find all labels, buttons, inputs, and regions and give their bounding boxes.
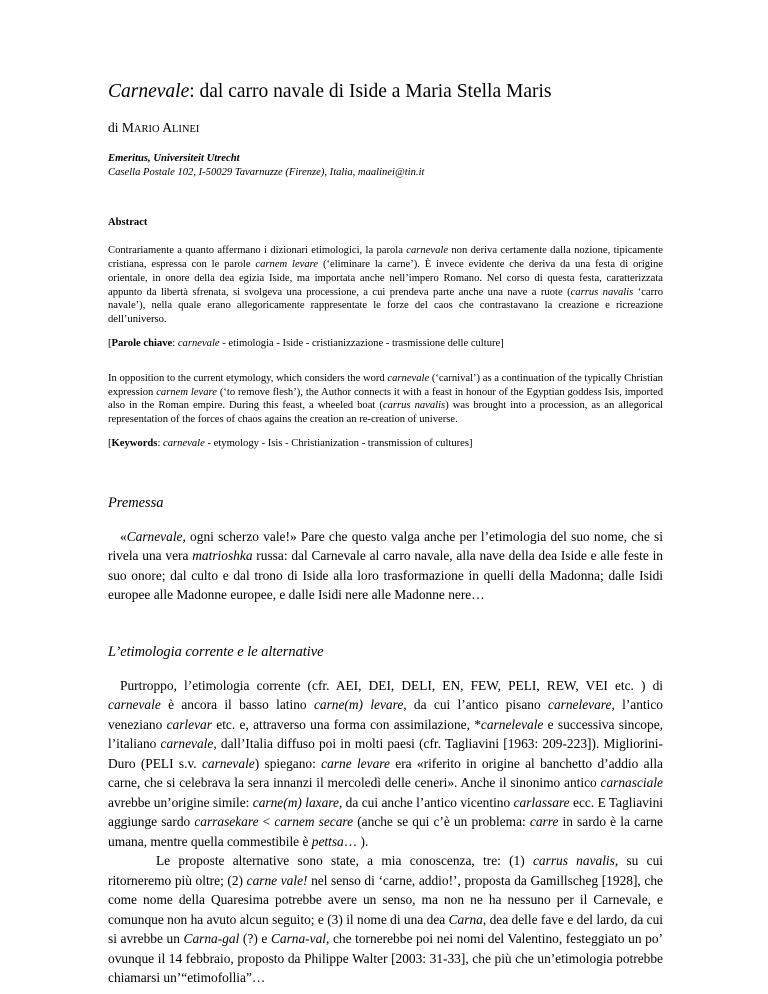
abstract-text: ) was brought into a procession, as an allegorical representation of the forces of chaos agains the creation an re-creation of universe. [108, 400, 663, 426]
title-rest: : dal carro navale di Iside a Maria Stella Maris [189, 81, 552, 102]
body-text: Le proposte alternative sono state, a mia conoscenza, tre: (1) [156, 853, 533, 869]
body-term: pettsa [311, 833, 344, 849]
keywords-label: Keywords [111, 437, 158, 449]
body-text: Purtroppo, l’etimologia corrente (cfr. AEI, DEI, DELI, EN, FEW, PELI, REW, VEI etc. ) di [120, 677, 663, 693]
author-first-rest: ARIO [133, 124, 163, 135]
abstract-text: (‘eliminare la carne’). È invece evidente che deriva da una festa di origine orientale, in onore della dea egizia Iside, ma importata anche nell’impero Romano. Nel corso di questa festa, caratterizzata appunto da libertà sfrenata, si svolgeva una processione, a cui prendeva parte anche una nave a ruote ( [108, 258, 663, 298]
body-text: < [258, 814, 275, 830]
address-text: Casella Postale 102, I-50029 Tavarnuzze (Firenze), Italia, maalinei@tin.it [108, 166, 425, 178]
author-first-cap: M [121, 120, 134, 135]
paper-page [108, 80, 663, 988]
body-term: carnelevale [480, 716, 544, 732]
address [108, 166, 663, 180]
section-heading-premessa: Premessa [108, 494, 164, 511]
affiliation-block [108, 152, 663, 179]
section-heading-etimologia: L’etimologia corrente e le alternative [108, 643, 324, 660]
body-term: carnevale [108, 697, 161, 713]
body-term: Carna-val [270, 931, 326, 947]
body-text: ) spiegano: [254, 755, 322, 771]
body-text: « [120, 528, 127, 544]
body-term: carne(m) levare [313, 697, 404, 713]
colon: : [172, 337, 178, 349]
body-term: carnevale [201, 755, 255, 771]
abstract-heading: Abstract [108, 217, 148, 229]
paper-title [108, 80, 663, 104]
body-term: carrasekare [194, 814, 259, 830]
body-text: (anche se qui c’è un problema: [353, 814, 530, 830]
body-text: , che tornerebbe poi nei nomi del Valentino, festeggiato un po’ ovunque il 14 febbraio, proposto da Philippe Walter [2003: 31-33], che più che un’etimologia potrebbe chiamarsi un’“etimofollia”… [108, 931, 663, 986]
abstract-text: Contrariamente a quanto affermano i dizionari etimologici, la parola [108, 245, 407, 257]
body-text: e successiva sincope, l’italiano [108, 716, 663, 752]
abstract-text: In opposition to the current etymology, which considers the word [108, 372, 388, 384]
body-term: carnelevare [548, 697, 612, 713]
colon: : [157, 437, 164, 449]
keywords-list: - etimologia - Iside - cristianizzazione - trasmissione delle culture] [219, 337, 504, 349]
body-text: russa: dal Carnevale al carro navale, alla nave della dea Iside e alle feste in suo onore; dal culto e dal trono di Iside alla loro trasformazione in quelli della Madonna; dalle Isidi europee alle Madonne europee, e dalle Isidi nere alle Madonne nere… [108, 548, 663, 603]
body-term: carnevale [160, 736, 214, 752]
body-term: carnem secare [274, 814, 354, 830]
body-text: avrebbe un’origine simile: [108, 794, 253, 810]
body-text: , ogni scherzo vale!» Pare che questo valga anche per l’etimologia del suo nome, che si rivela una vera [108, 528, 663, 564]
keywords-english [108, 437, 663, 451]
abstract-italian [108, 244, 663, 327]
body-term: carre [529, 814, 559, 830]
body-term: carlassare [513, 794, 570, 810]
abstract-english [108, 372, 663, 427]
body-term: carrus navalis [532, 853, 615, 869]
body-term: matrioshka [192, 548, 253, 564]
etimologia-paragraph-1 [108, 676, 663, 852]
body-text: , dall’Italia diffuso poi in molti paesi (cfr. Tagliavini [1963: 209-223]). Migliorini-Duro (PELI s.v. [108, 736, 663, 771]
abstract-term: carnem levare [156, 386, 217, 398]
abstract-term: carrus navalis [382, 400, 446, 412]
affiliation-text: Emeritus, Universiteit Utrecht [108, 153, 240, 164]
keyword-term: carnevale [163, 437, 205, 449]
keywords-label: Parole chiave [111, 337, 173, 349]
body-term: carnasciale [600, 775, 663, 791]
body-text: nel senso di ‘carne, addio!’, proposta da Gamillscheg [1928], che come nome della Quaresima potrebbe avere un senso, ma non ne ha nessuno per il Carnevale, e comunque non ha avuto alcun seguito; e (3) il nome di una dea [108, 872, 663, 927]
abstract-text: ‘carro navale’), nella quale erano allegoricamente rappresentate le forze del caos che contrastavano la creazione e ricreazione dell’universo. [108, 286, 663, 326]
body-term: carne vale! [246, 872, 308, 888]
abstract-text: (‘to remove flesh’), the Author connects it with a feast in honour of the Egyptian goddess Isis, imported also in the Roman empire. During this feast, a wheeled boat ( [108, 386, 663, 412]
keywords-list: - etymology - Isis - Christianization - transmission of cultures] [204, 437, 473, 449]
body-text: era «riferito in origine al banchetto d’addio alla carne, che si celebrava la sera innanzi il mercoledì delle ceneri». Anche il sinonimo antico [108, 755, 663, 791]
body-text: , dea delle fave e del lardo, da cui si avrebbe un [108, 911, 663, 947]
body-text: è ancora il basso latino [160, 697, 314, 713]
body-text: in sardo è la carne umana, mentre quella commestibile è [108, 814, 663, 849]
abstract-term: carnem levare [255, 258, 319, 270]
body-text: etc. e, attraverso una forma con assimilazione, * [211, 716, 481, 732]
author-byline [108, 119, 663, 139]
bracket: [ [108, 337, 112, 349]
body-term: Carnevale [126, 528, 183, 544]
body-text: (?) e [239, 931, 271, 947]
author-last-cap: A [162, 120, 172, 135]
affiliation [108, 152, 663, 166]
body-term: Carna [448, 911, 483, 927]
body-term: carlevar [166, 716, 212, 732]
byline-prefix: di [108, 120, 122, 135]
body-text: … ). [343, 833, 369, 849]
keywords-italian [108, 337, 663, 351]
body-term: carne levare [321, 755, 390, 771]
keyword-term: carnevale [177, 337, 220, 349]
premessa-paragraph [108, 527, 663, 605]
body-term: Carna-gal [183, 931, 240, 947]
body-text: ecc. E Tagliavini aggiunge sardo [108, 794, 663, 830]
abstract-term: carnevale [406, 245, 449, 257]
body-text: , su cui ritorneremo più oltre; (2) [108, 853, 663, 888]
title-italic: Carnevale [108, 81, 190, 102]
etimologia-paragraph-2 [108, 851, 663, 988]
body-term: carne(m) laxare [252, 794, 339, 810]
abstract-text: (‘carnival’) as a continuation of the typically Christian expression [108, 372, 663, 398]
body-text: , da cui anche l’antico vicentino [338, 794, 514, 810]
body-text: , l’antico veneziano [108, 697, 664, 732]
bracket: [ [108, 437, 112, 449]
abstract-text: non deriva certamente dalla nozione, tipicamente cristiana, espressa con le parole [108, 245, 663, 270]
body-text: , da cui l’antico pisano [403, 697, 548, 713]
abstract-term: carrus navalis [570, 286, 634, 298]
author-last-rest: LINEI [171, 124, 200, 135]
abstract-term: carnevale [387, 372, 430, 384]
